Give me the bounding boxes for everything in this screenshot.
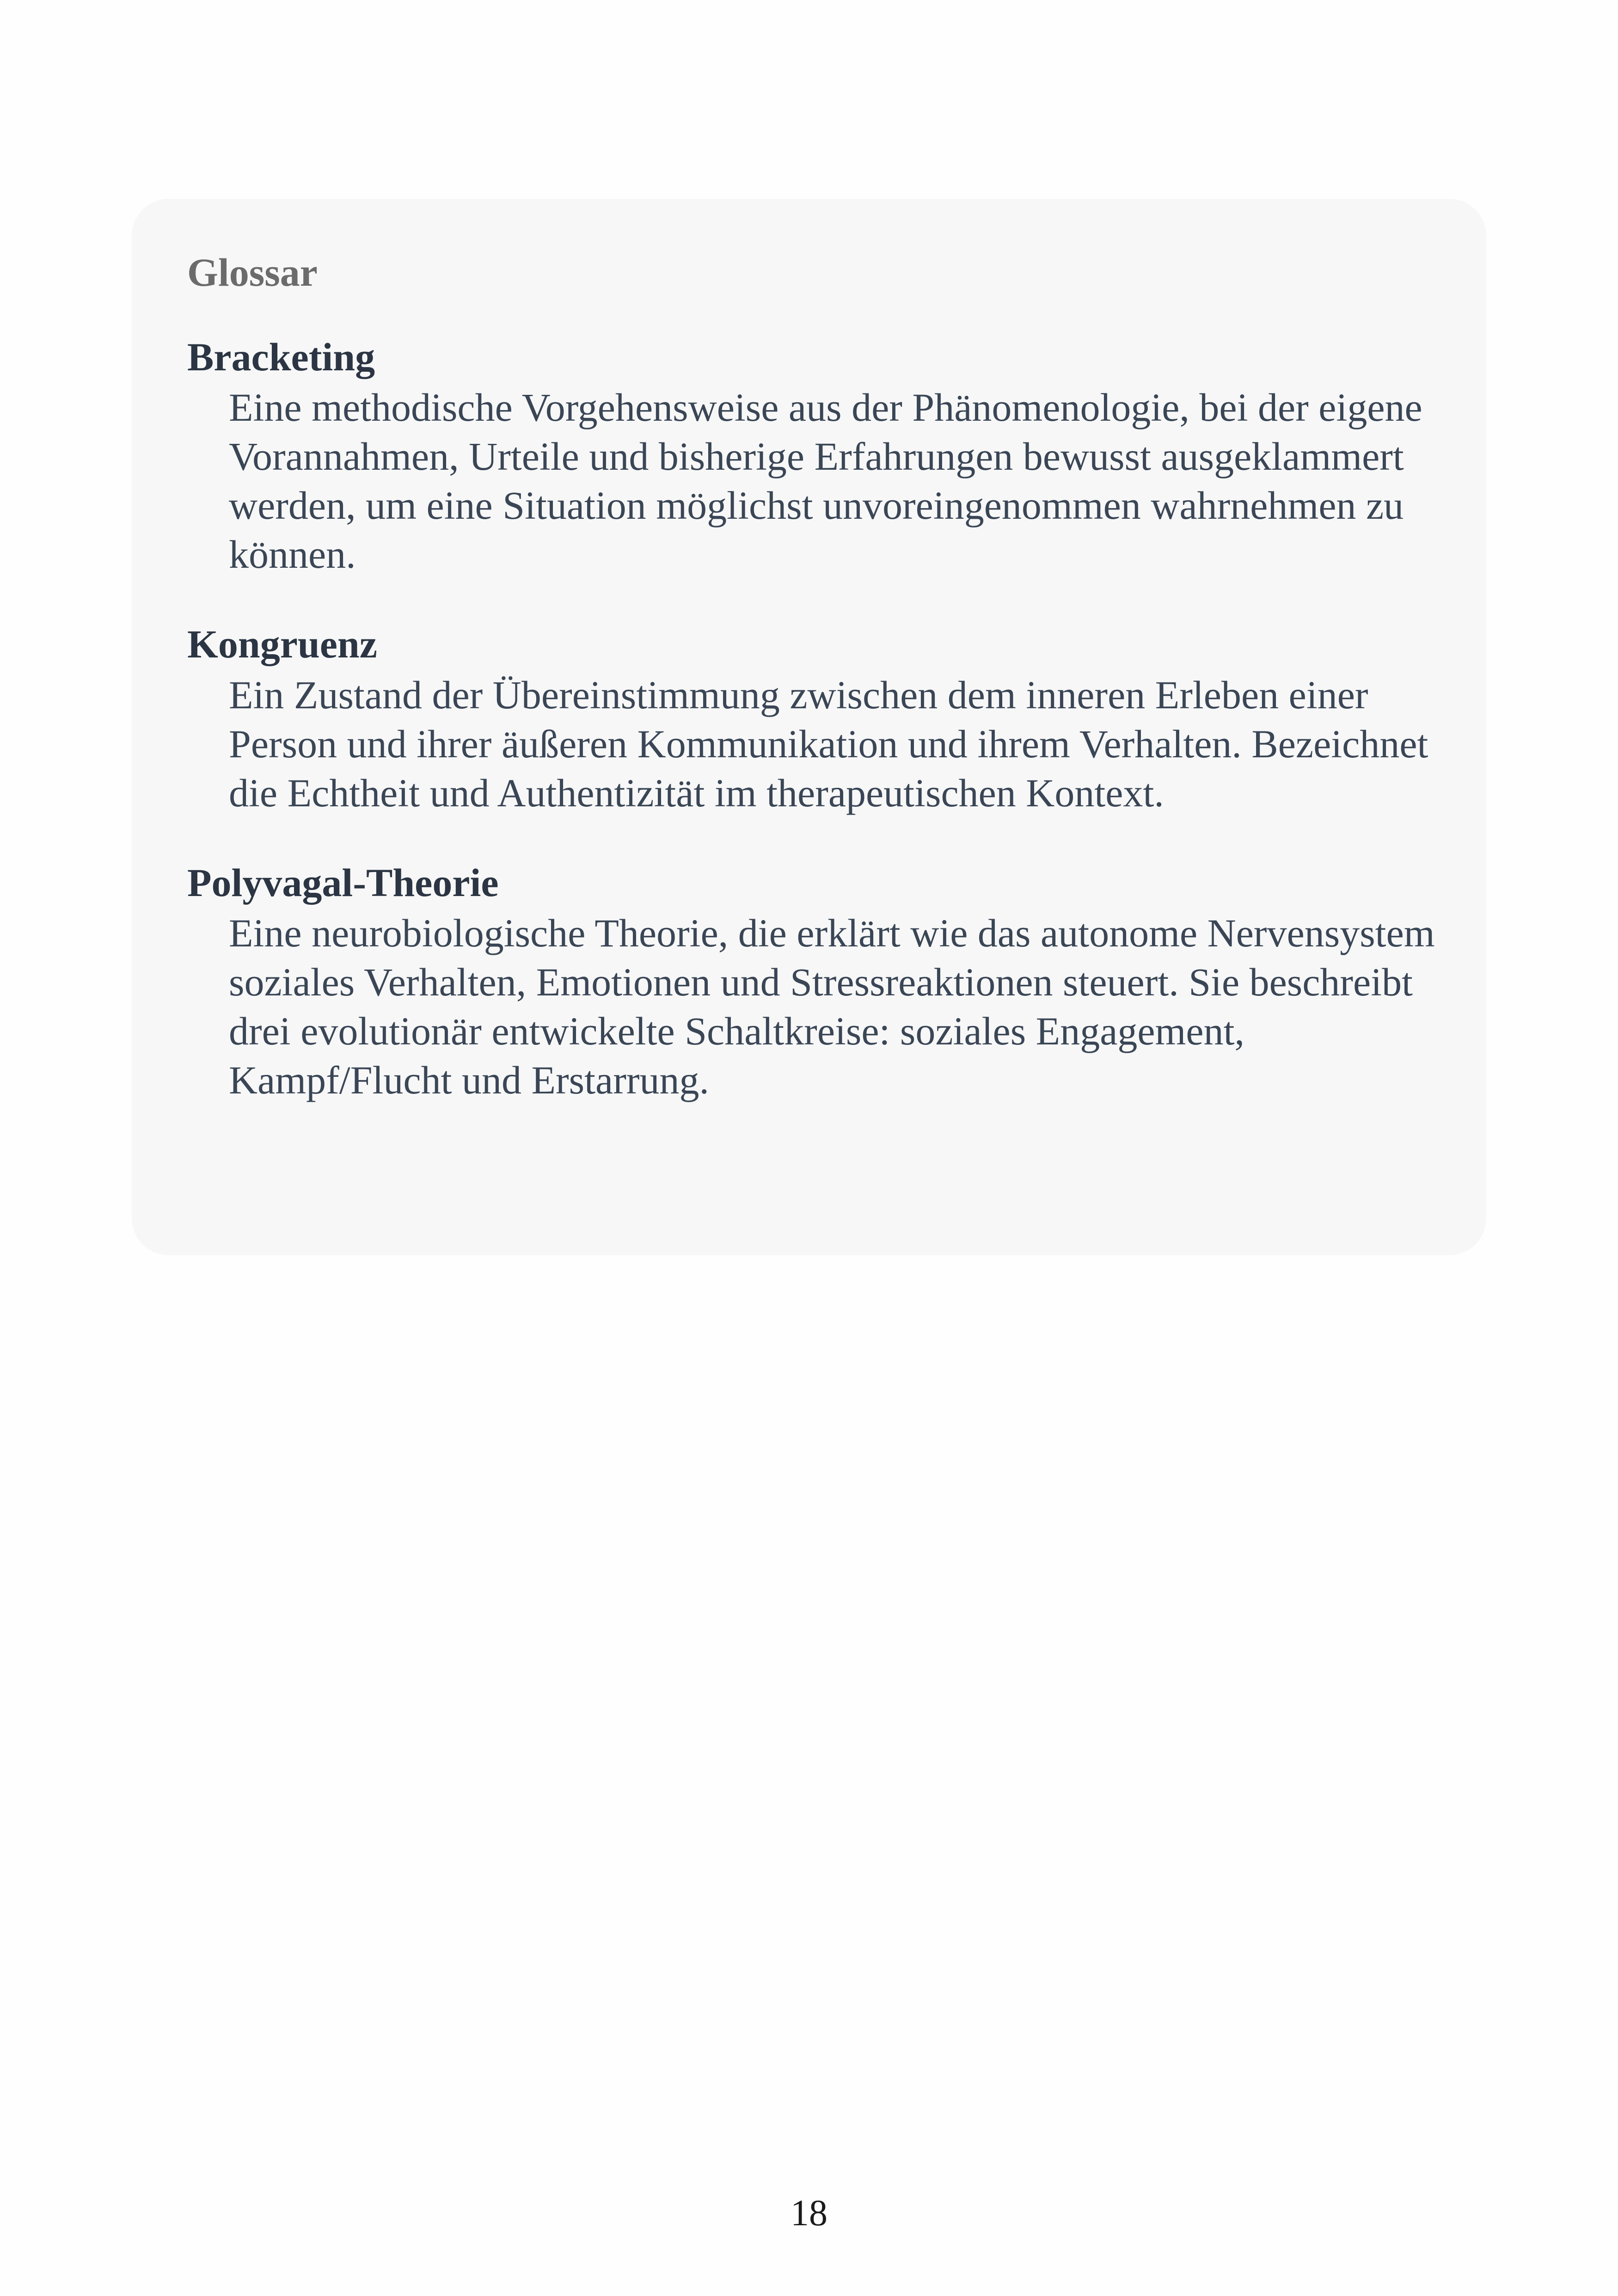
glossary-term: Kongruenz (187, 622, 377, 667)
glossary-entry (187, 333, 1431, 579)
glossary-definition: Eine methodische Vorgehensweise aus der Phänomenologie, bei der eigene Vorannahmen, Urteile und bisherige Erfahrungen bewusst ausgeklammert werden, um eine Situation möglichst unvoreingenommen wahrnehmen zu können. (229, 385, 1422, 577)
glossary-term: Polyvagal-Theorie (187, 860, 499, 905)
glossary-box (132, 199, 1486, 1255)
page-number: 18 (791, 2193, 827, 2234)
glossary-entry (187, 859, 1435, 1105)
glossary-title: Glossar (187, 250, 318, 295)
glossary-entry (187, 620, 1431, 817)
glossary-definition: Ein Zustand der Übereinstimmung zwischen dem inneren Erleben einer Person und ihrer äußeren Kommunikation und ihrem Verhalten. Bezeichnet die Echtheit und Authentizität im therapeutischen Kontext. (229, 672, 1428, 815)
glossary-definition: Eine neurobiologische Theorie, die erklärt wie das autonome Nervensystem soziales Verhalten, Emotionen und Stressreaktionen steuert. Sie beschreibt drei evolutionär entwickelte Schaltkreise: soziales Engagement, Kampf/Flucht und Erstarrung. (229, 910, 1435, 1102)
glossary-term: Bracketing (187, 335, 375, 380)
